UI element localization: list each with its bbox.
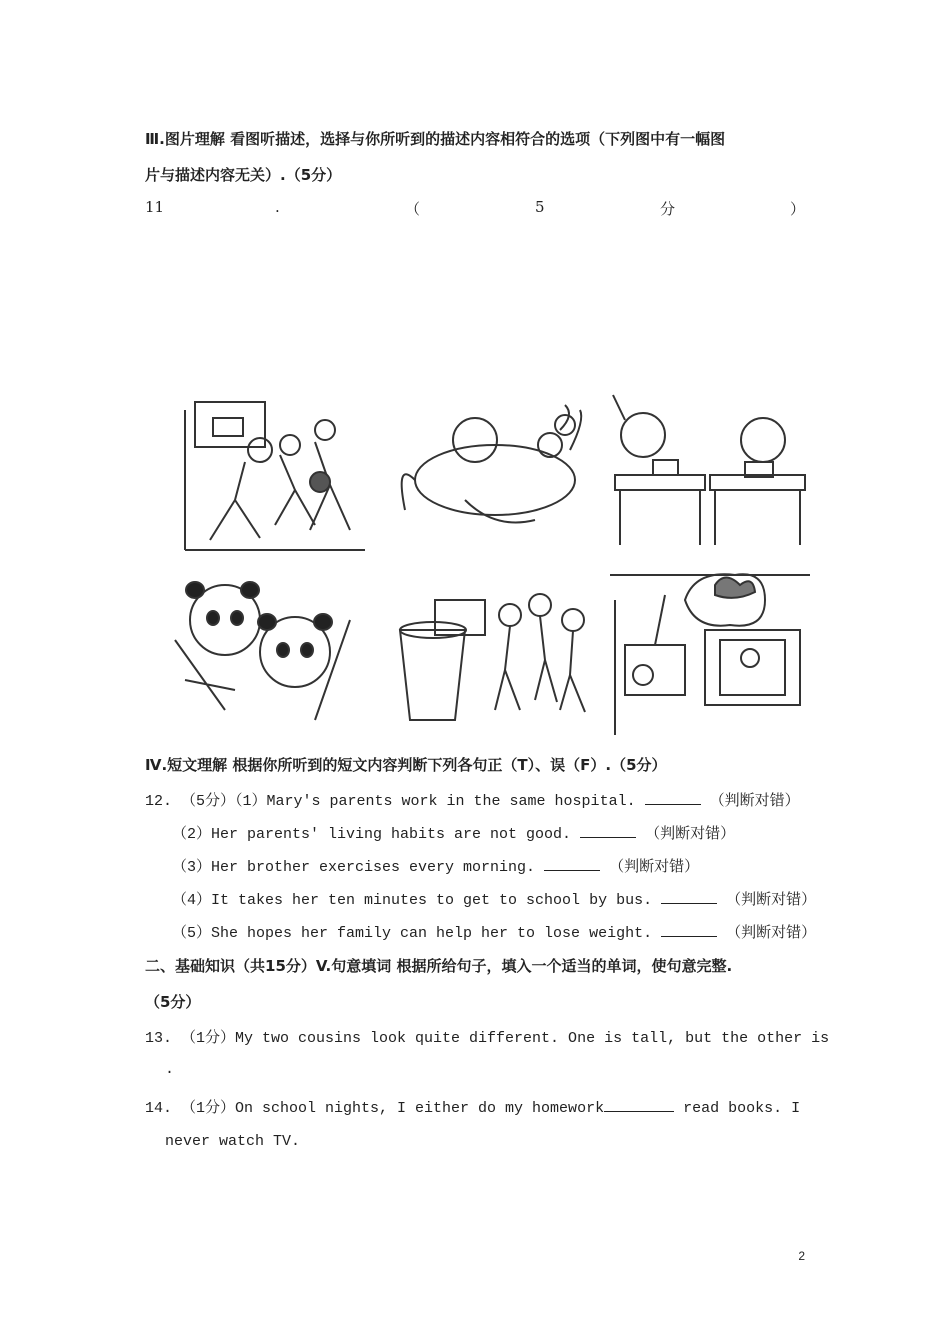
q12-item1-text: 12. （5分）（1）Mary's parents work in the same hospital.	[145, 793, 636, 810]
judge-label: （判断对错）	[726, 892, 817, 909]
section4-title: Ⅳ.短文理解 根据你所听到的短文内容判断下列各句正（T）、误（F）.（5分）	[145, 756, 667, 774]
question-12-item-3	[172, 855, 699, 876]
answer-blank-q12-5[interactable]	[661, 922, 717, 937]
section3-title-line1: Ⅲ.图片理解 看图听描述，选择与你所听到的描述内容相符合的选项（下列图中有一幅图	[145, 130, 726, 148]
q14-text-a: 14. （1分）On school nights, I either do my homework	[145, 1100, 605, 1117]
page-number: 2	[798, 1249, 805, 1263]
q11-score: 5	[535, 198, 545, 216]
radio-tv-weather-picture	[610, 574, 810, 735]
answer-blank-q14[interactable]	[604, 1097, 674, 1112]
students-reading-picture	[613, 395, 805, 545]
q14-text-b: read books. I	[683, 1100, 801, 1117]
recycling-picture	[400, 594, 585, 720]
basketball-picture	[185, 402, 365, 550]
judge-label: （判断对错）	[609, 859, 700, 876]
section3-title-line2: 片与描述内容无关）.（5分）	[145, 166, 342, 184]
question-14	[145, 1096, 800, 1117]
q12-item3-text: （3）Her brother exercises every morning.	[172, 859, 536, 876]
q11-unit: 分	[660, 200, 676, 218]
q11-number: 11	[145, 198, 165, 216]
q11-paren-open: （	[405, 200, 421, 218]
question-12-item-4	[172, 888, 816, 909]
question-12-item-5	[172, 921, 816, 942]
question-12-item-1	[145, 789, 800, 810]
answer-blank-q12-4[interactable]	[661, 889, 717, 904]
q12-item5-text: （5）She hopes her family can help her to lose weight.	[172, 925, 653, 942]
q12-item4-text: （4）It takes her ten minutes to get to school by bus.	[172, 892, 653, 909]
judge-label: （判断对错）	[645, 826, 736, 843]
question-12-item-2	[172, 822, 735, 843]
question-13-line2: .	[165, 1061, 175, 1078]
answer-blank-q12-2[interactable]	[580, 823, 636, 838]
q11-dot: .	[275, 198, 280, 216]
question-14-line2: never watch TV.	[165, 1133, 301, 1150]
picture-grid	[165, 390, 810, 735]
boy-fish-flowers-picture	[402, 405, 582, 523]
part2-title-line2: （5分）	[145, 993, 201, 1011]
q12-item2-text: （2）Her parents' living habits are not good.	[172, 826, 572, 843]
part2-title-line1: 二、基础知识（共15分）V.句意填词 根据所给句子，填入一个适当的单词，使句意完整.	[145, 957, 733, 975]
question-13: 13. （1分）My two cousins look quite different. One is tall, but the other is	[145, 1030, 830, 1047]
answer-blank-q12-1[interactable]	[645, 790, 701, 805]
answer-blank-q12-3[interactable]	[544, 856, 600, 871]
judge-label: （判断对错）	[726, 925, 817, 942]
judge-label: （判断对错）	[709, 793, 800, 810]
q11-paren-close: ）	[790, 200, 806, 218]
pandas-picture	[175, 582, 350, 720]
